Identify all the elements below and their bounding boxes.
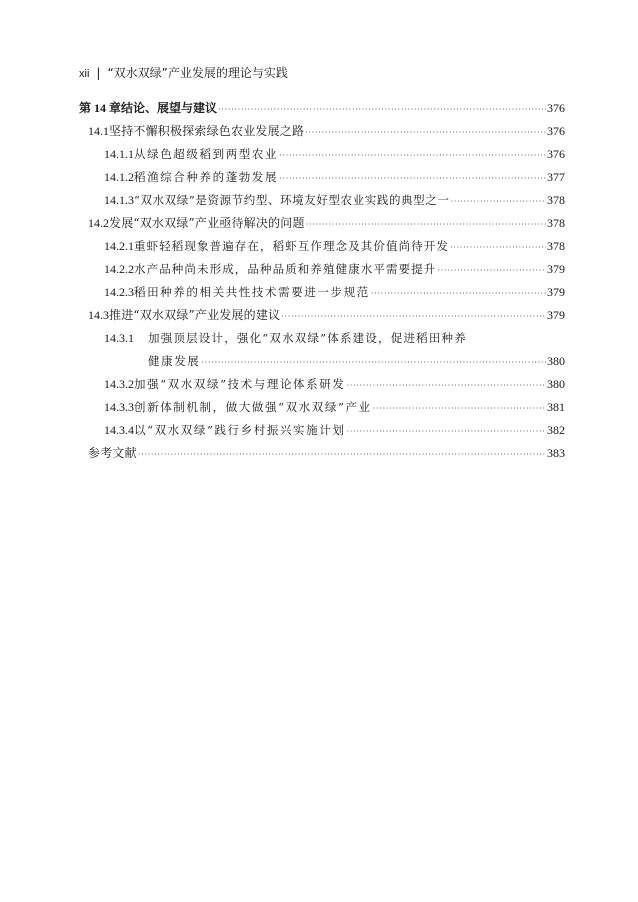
leader-dots (373, 401, 546, 417)
toc-entry-title: 推进“双水双绿”产业发展的建议 (109, 308, 281, 322)
toc-entry-page: 376 (547, 124, 565, 138)
leader-dots (450, 240, 546, 256)
toc-entry-number: 14.2.1 (104, 239, 134, 253)
toc-entry-subsection-14-2-2[interactable] (104, 261, 565, 279)
toc-entry-page: 382 (547, 423, 565, 437)
leader-dots (437, 263, 546, 279)
toc-entry-title: 创新体制机制，做大做强“双水双绿”产业 (134, 400, 372, 414)
toc-entry-subsection-14-3-1-continued[interactable] (148, 353, 565, 371)
leader-dots (450, 194, 546, 210)
toc-entry-subsection-14-1-1[interactable] (104, 146, 565, 164)
toc-entry-number: 14.3.2 (104, 377, 134, 391)
toc-entry-number: 14.2.3 (104, 285, 134, 299)
toc-entry-page: 379 (547, 308, 565, 322)
toc-entry-page: 379 (547, 285, 565, 299)
toc-entry-number: 14.3.1 (104, 331, 134, 345)
toc-entry-section-14-1[interactable] (88, 123, 565, 141)
toc-entry-number: 14.1 (88, 124, 109, 138)
toc-entry-title: 从绿色超级稻到两型农业 (134, 147, 279, 161)
toc-entry-subsection-14-3-4[interactable] (104, 422, 565, 440)
toc-entry-page: 376 (547, 101, 565, 115)
leader-dots (218, 102, 546, 118)
toc-entry-number: 14.1.1 (104, 147, 134, 161)
toc-entry-title: 水产品种尚未形成，品种品质和养殖健康水平需要提升 (134, 262, 437, 276)
toc-entry-page: 381 (547, 400, 565, 414)
toc-entry-number: 14.3 (88, 308, 109, 322)
toc-entry-subsection-14-3-3[interactable] (104, 399, 565, 417)
leader-dots (305, 125, 546, 141)
toc-entry-title: 加强顶层设计，强化“双水双绿”体系建设，促进稻田种养 (148, 331, 467, 345)
toc-entry-page: 378 (547, 216, 565, 230)
header-separator: | (96, 66, 101, 80)
header-page-number: xii (79, 68, 90, 80)
leader-dots (201, 355, 546, 371)
toc-entry-page: 378 (547, 239, 565, 253)
toc-entry-section-14-3[interactable] (88, 307, 565, 325)
toc-entry-title: 参考文献 (88, 446, 137, 460)
toc-entry-number: 14.3.3 (104, 400, 134, 414)
header-book-title: “双水双绿”产业发展的理论与实践 (107, 66, 288, 80)
toc-entry-chapter-14[interactable] (79, 100, 565, 118)
toc-entry-references[interactable] (88, 445, 565, 463)
toc-entry-subsection-14-3-1[interactable] (104, 330, 565, 346)
toc-entry-subsection-14-2-1[interactable] (104, 238, 565, 256)
toc-entry-section-14-2[interactable] (88, 215, 565, 233)
toc-entry-title: 坚持不懈积极探索绿色农业发展之路 (109, 124, 305, 138)
toc-entry-title: “双水双绿”是资源节约型、环境友好型农业实践的典型之一 (134, 193, 450, 207)
toc-entry-subsection-14-2-3[interactable] (104, 284, 565, 302)
toc-entry-number: 14.3.4 (104, 423, 134, 437)
toc-entry-number: 14.2.2 (104, 262, 134, 276)
leader-dots (346, 424, 546, 440)
leader-dots (279, 148, 546, 164)
leader-dots (281, 309, 546, 325)
toc-entry-page: 377 (547, 170, 565, 184)
toc-entry-page: 378 (547, 193, 565, 207)
toc-entry-title: 稻田种养的相关共性技术需要进一步规范 (134, 285, 370, 299)
toc-entry-number: 第 14 章 (79, 101, 122, 115)
toc-entry-number: 14.2 (88, 216, 109, 230)
toc-entry-title: 稻渔综合种养的蓬勃发展 (134, 170, 279, 184)
toc-entry-title-continuation: 健康发展 (148, 354, 201, 368)
leader-dots (279, 171, 546, 187)
leader-dots (346, 378, 546, 394)
toc-entry-number: 14.1.3 (104, 193, 134, 207)
running-header (79, 64, 288, 81)
toc-entry-title: 结论、展望与建议 (121, 101, 218, 115)
toc-entry-page: 380 (547, 377, 565, 391)
toc-entry-title: 加强“双水双绿”技术与理论体系研发 (134, 377, 346, 391)
toc-entry-page: 383 (547, 446, 565, 460)
leader-dots (371, 286, 546, 302)
toc-entry-subsection-14-1-3[interactable] (104, 192, 565, 210)
toc-entry-number: 14.1.2 (104, 170, 134, 184)
toc-entry-title: 重虾轻稻现象普遍存在，稻虾互作理念及其价值尚待开发 (134, 239, 449, 253)
leader-dots (306, 217, 546, 233)
toc-entry-title: 发展“双水双绿”产业亟待解决的问题 (109, 216, 305, 230)
toc-entry-page: 376 (547, 147, 565, 161)
toc-entry-subsection-14-3-2[interactable] (104, 376, 565, 394)
toc-entry-title: 以“双水双绿”践行乡村振兴实施计划 (134, 423, 346, 437)
toc-entry-page: 380 (547, 354, 565, 368)
leader-dots (138, 447, 546, 463)
toc-entry-page: 379 (547, 262, 565, 276)
toc-entry-subsection-14-1-2[interactable] (104, 169, 565, 187)
